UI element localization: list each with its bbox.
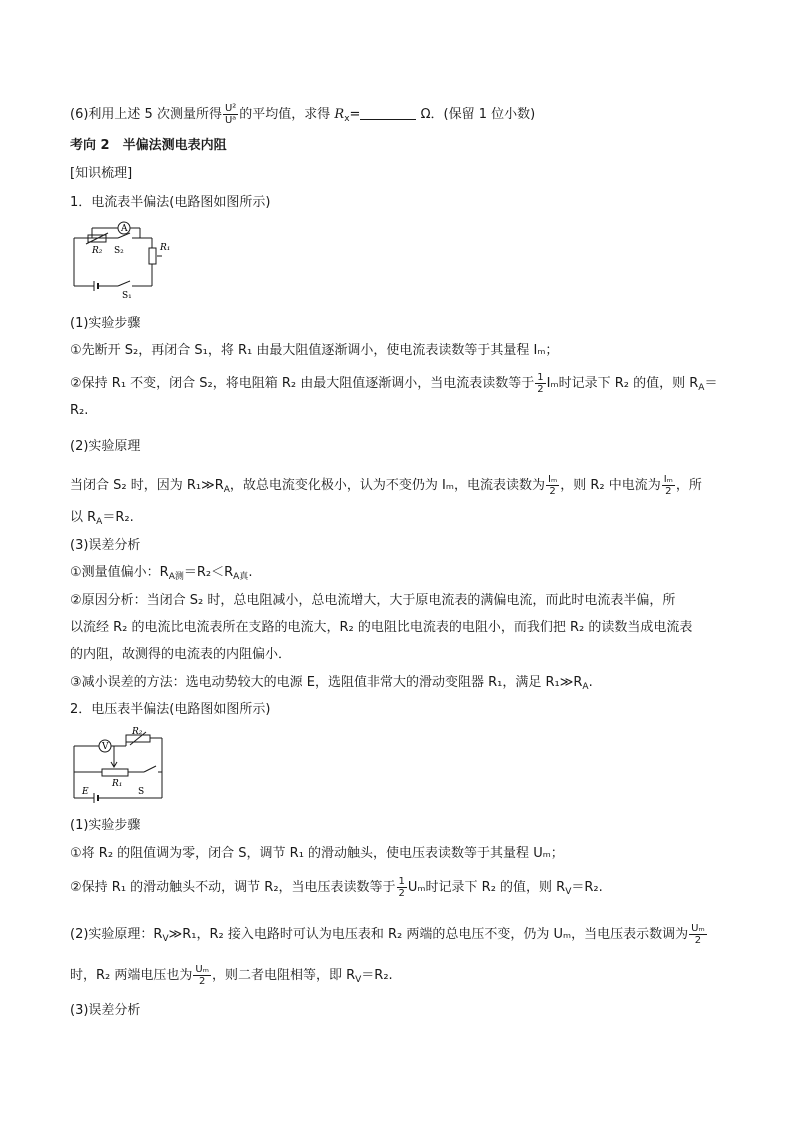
ammeter-error-2-line1: ②原因分析：当闭合 S₂ 时，总电阻减小，总电流增大，大于原电流表的满偏电流，而此时电流表半偏，所 [70, 593, 676, 608]
ammeter-step2-cont: R₂. [70, 403, 89, 418]
r2-label: R₂ [92, 246, 103, 256]
ammeter-error-2-line3: 的内阻，故测得的电流表的内阻偏小． [70, 647, 292, 662]
voltmeter-error-title: (3)误差分析 [70, 1003, 141, 1018]
voltmeter-step2: ②保持 R₁ 的滑动触头不动，调节 R₂，当电压表读数等于 $\frac{1}{2}$ Uₘ时记录下 R₂ 的值，则 $R_V=R_2$. [70, 876, 603, 899]
voltmeter-steps-title: (1)实验步骤 [70, 818, 141, 833]
s2-label: S₂ [114, 246, 124, 256]
s1-label: S₁ [122, 291, 132, 301]
half-fraction: $\frac{1}{2}$ [537, 372, 544, 395]
ammeter-steps-title: (1)实验步骤 [70, 316, 141, 331]
im-half-fraction-2: $\frac{\text{Iₘ}}{2}$ [663, 474, 673, 497]
um-half-fraction: $\frac{\text{Uₘ}}{2}$ [691, 923, 705, 946]
s-label: S [138, 787, 145, 797]
ammeter-error-1: ①测量值偏小：$R_{A测}=R_2<R_{A真}$. [70, 565, 253, 582]
ammeter-error-3: ③减小误差的方法：选电动势较大的电源 E，选阻值非常大的滑动变阻器 R₁，满足 $R_1≫R_A$. [70, 675, 593, 692]
e-label: E [82, 787, 89, 797]
voltmeter-principle-2: 时，R₂ 两端电压也为 $\frac{\text{Uₘ}}{2}$ ，则二者电阻相等，即 $R_V=R_2$. [70, 964, 393, 987]
v-r1-label: R₁ [112, 779, 123, 789]
ammeter-principle-title: (2)实验原理 [70, 439, 141, 454]
r1-label: R₁ [160, 243, 171, 253]
ammeter-principle-1: 当闭合 S₂ 时，因为 $R_1≫R_A$，故总电流变化极小，认为不变仍为 Iₘ，电流表读数为 $\frac{\text{Iₘ}}{2}$ ，则 R₂ 中电流为 $\frac{\text{Iₘ}}{2}$ ，所 [70, 474, 702, 497]
knowledge-label: [知识梳理] [70, 166, 133, 181]
ammeter-step1: ①先断开 S₂，再闭合 S₁，将 R₁ 由最大阻值逐渐调小，使电流表读数等于其量程 Iₘ； [70, 343, 559, 358]
q6-line: (6)利用上述 5 次测量所得 $\frac{\text{U²}}{\text{Uᵃ}}$ 的平均值，求得 $R_x= \Omega$．(保留 1 位小数) [70, 103, 536, 126]
ammeter-error-2-line2: 以流经 R₂ 的电流比电流表所在支路的电流大，R₂ 的电阻比电流表的电阻小，而我们把 R₂ 的读数当成电流表 [70, 620, 693, 635]
voltmeter-symbol: V [102, 742, 109, 752]
ammeter-symbol: A [121, 224, 128, 234]
voltmeter-title: 2．电压表半偏法(电路图如图所示) [70, 702, 271, 717]
ammeter-principle-2: 以 $R_A=R_2$. [70, 510, 134, 527]
ammeter-step2: ②保持 R₁ 不变，闭合 S₂，将电阻箱 R₂ 由最大阻值逐渐调小，当电流表读数等于 $\frac{1}{2}$ Iₘ时记录下 R₂ 的值，则 $R_A=$ [70, 372, 718, 395]
v-half-fraction: $\frac{1}{2}$ [398, 876, 405, 899]
voltmeter-circuit-diagram [72, 726, 172, 802]
ammeter-error-title: (3)误差分析 [70, 538, 141, 553]
um-half-fraction-2: $\frac{\text{Uₘ}}{2}$ [195, 964, 209, 987]
answer-blank[interactable] [360, 107, 416, 120]
ammeter-title: 1．电流表半偏法(电路图如图所示) [70, 195, 271, 210]
v-r2-label: R₂ [132, 727, 143, 737]
section-title: 考向 2 半偏法测电表内阻 [70, 138, 227, 153]
ammeter-circuit-diagram [72, 220, 192, 300]
im-half-fraction: $\frac{\text{Iₘ}}{2}$ [548, 474, 558, 497]
voltmeter-step1: ①将 R₂ 的阻值调为零，闭合 S，调节 R₁ 的滑动触头，使电压表读数等于其量程 Uₘ； [70, 846, 564, 861]
q6-fraction: $\frac{\text{U²}}{\text{Uᵃ}}$ [224, 103, 237, 126]
voltmeter-principle-1: (2)实验原理：$R_V≫R_1$，R₂ 接入电路时可认为电压表和 R₂ 两端的总电压不变，仍为 Uₘ，当电压表示数调为 $\frac{\text{Uₘ}}{2}$ [70, 923, 705, 946]
